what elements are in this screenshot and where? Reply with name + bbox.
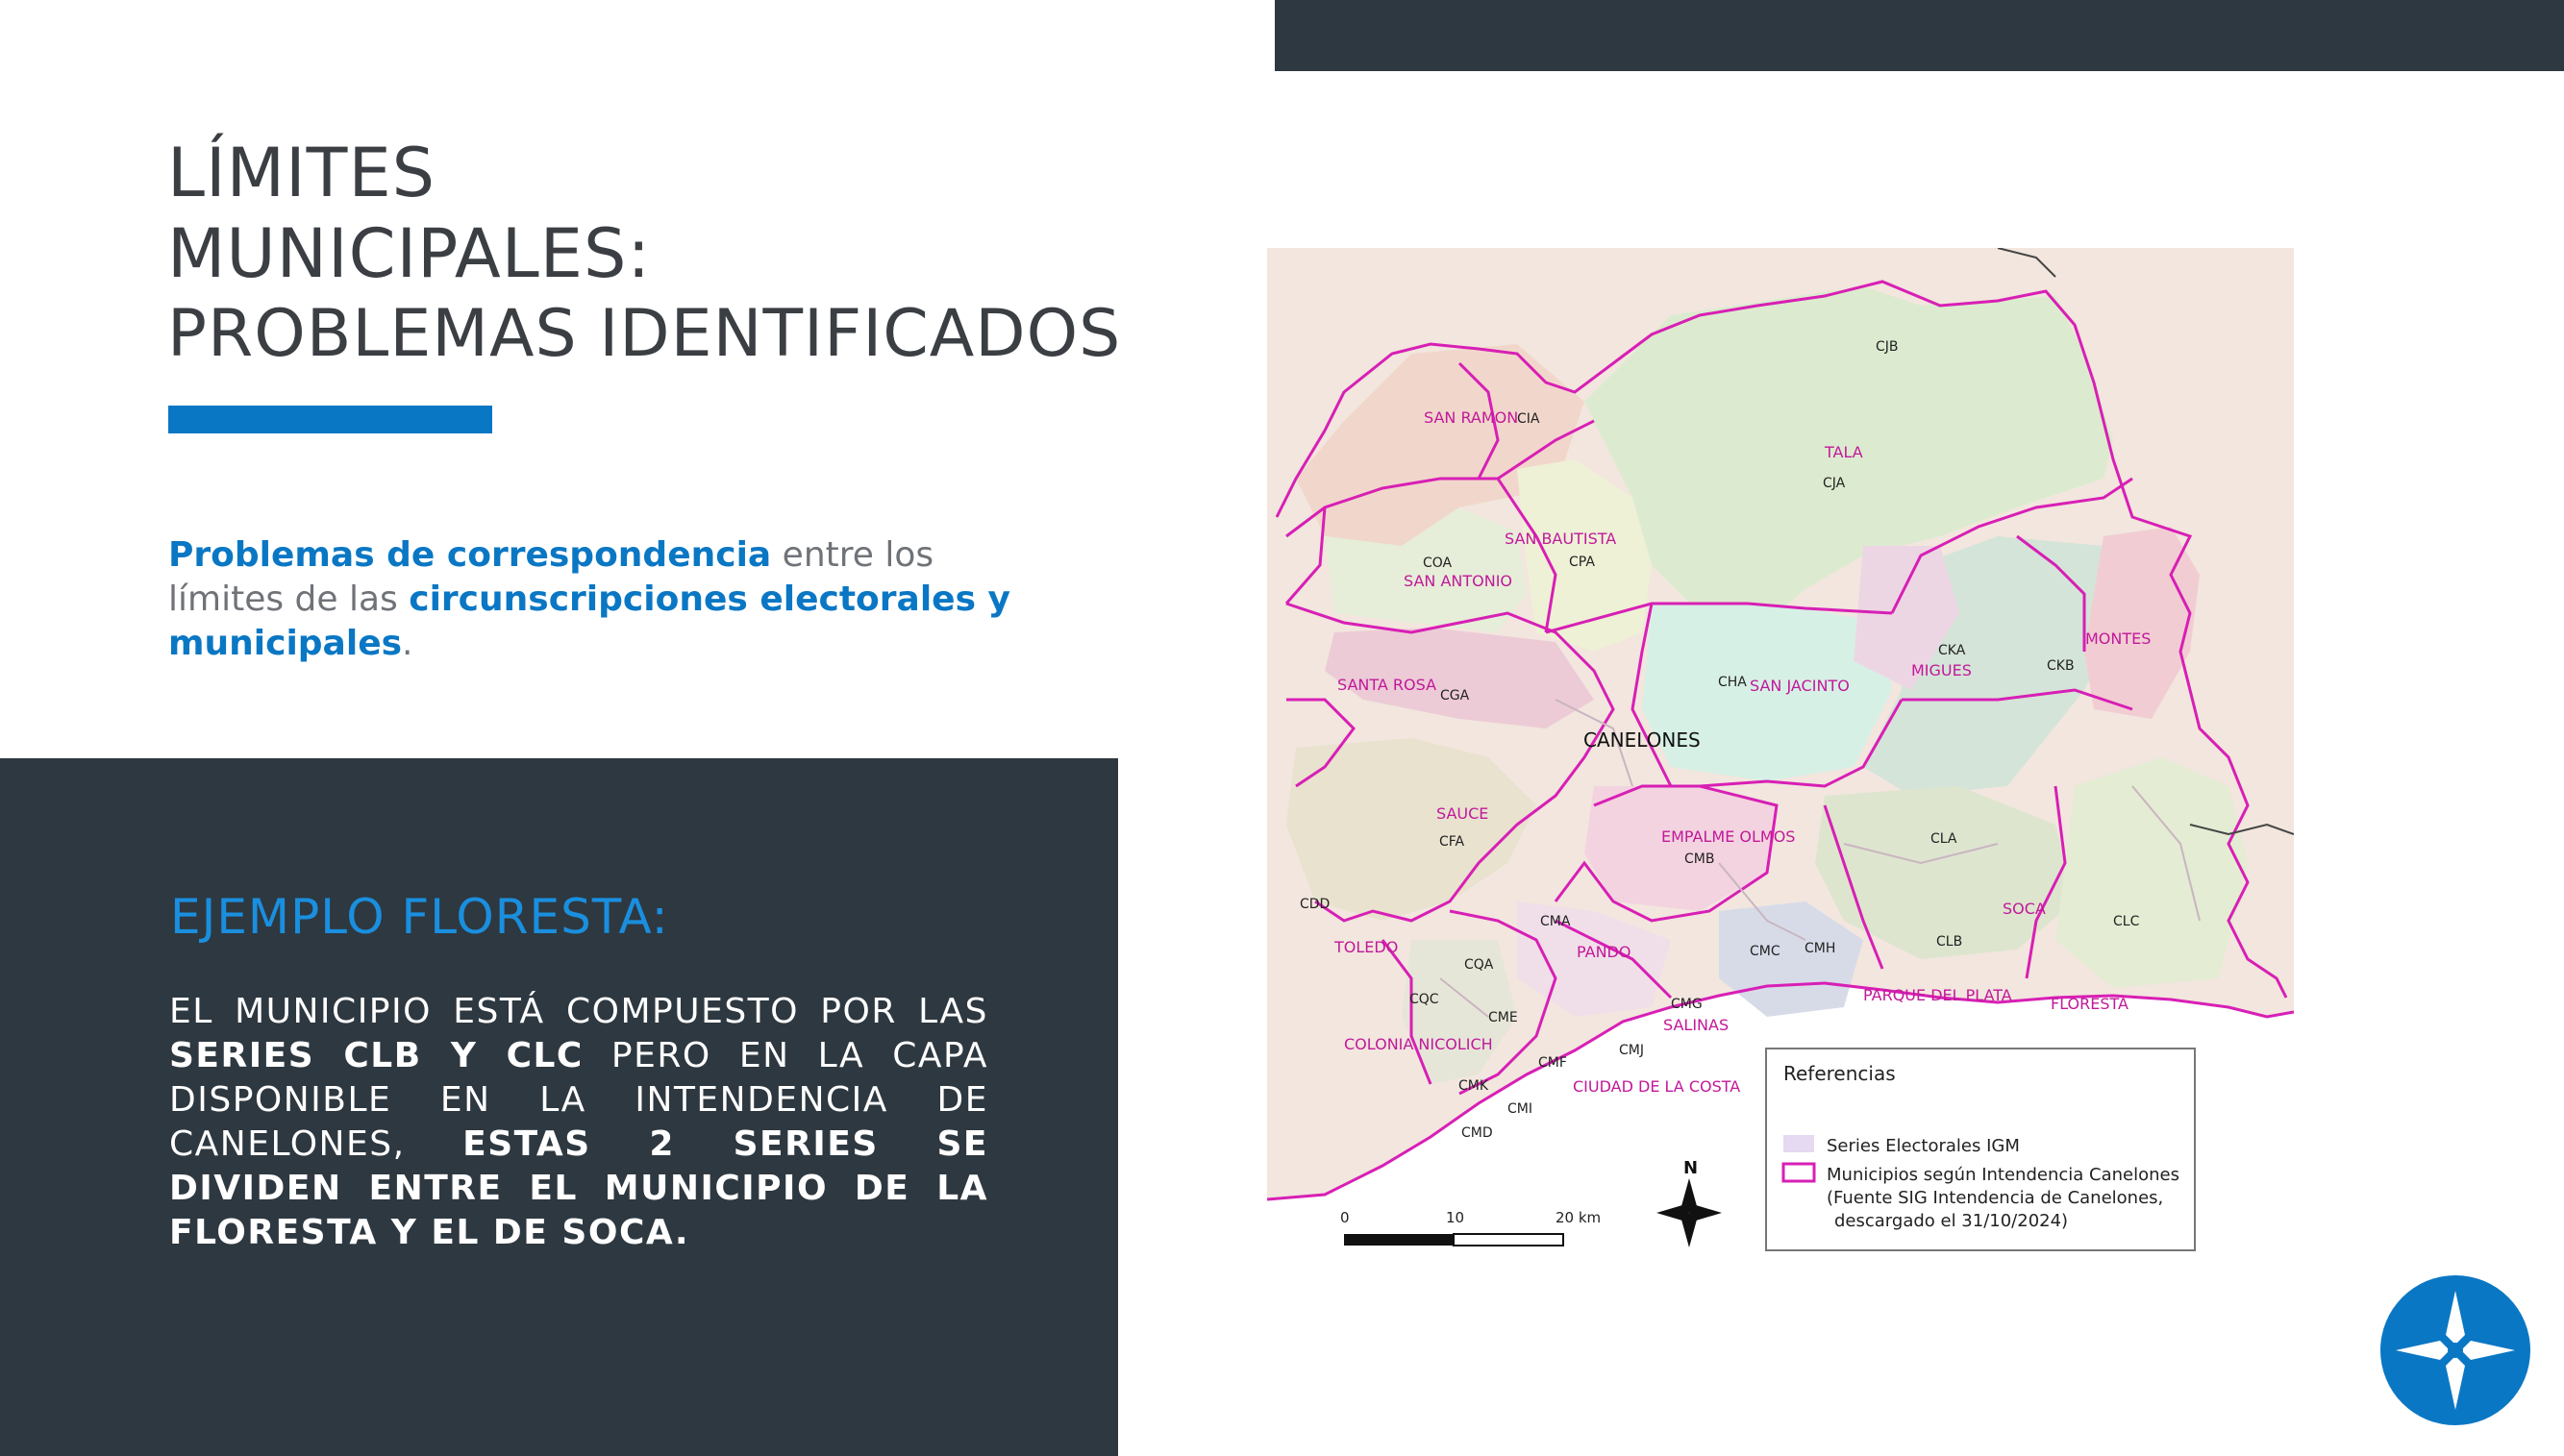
example-text-2: PERO EN LA CAPA DISPONIBLE EN LA INTENDENCIA DE CANELONES,: [169, 1036, 988, 1164]
intro-highlight-2: circunscripciones electorales y municipales: [168, 580, 1011, 663]
scale-label-20: 20 km: [1556, 1209, 1602, 1226]
series-cqa: CQA: [1464, 957, 1494, 973]
department-label: CANELONES: [1583, 728, 1701, 752]
map-legend: [1766, 1049, 2195, 1250]
scale-label-10: 10: [1446, 1209, 1465, 1226]
canelones-map: [1267, 248, 2294, 1267]
series-cmc: CMC: [1750, 944, 1780, 959]
series-cma: CMA: [1540, 914, 1571, 929]
series-cdd: CDD: [1300, 897, 1331, 912]
series-cmh: CMH: [1805, 941, 1836, 956]
series-cla: CLA: [1930, 831, 1957, 847]
series-cmi: CMI: [1507, 1101, 1532, 1117]
series-clc: CLC: [2113, 914, 2140, 929]
series-cha: CHA: [1718, 675, 1747, 690]
series-cjb: CJB: [1876, 339, 1899, 355]
label-migues: MIGUES: [1911, 661, 1972, 679]
series-cmb: CMB: [1684, 851, 1715, 867]
title-line-3: PROBLEMAS IDENTIFICADOS: [167, 296, 1122, 372]
label-pando: PANDO: [1577, 943, 1631, 961]
label-tala: TALA: [1825, 443, 1863, 461]
series-cia: CIA: [1517, 411, 1540, 427]
legend-source-line: (Fuente SIG Intendencia de Canelones,: [1827, 1188, 2164, 1208]
page-title: [167, 133, 1121, 375]
label-san-jacinto: SAN JACINTO: [1750, 677, 1850, 695]
label-sauce: SAUCE: [1436, 804, 1489, 823]
series-cmg: CMG: [1671, 997, 1703, 1012]
label-colonia-nicolich: COLONIA NICOLICH: [1344, 1035, 1493, 1053]
series-cmf: CMF: [1538, 1055, 1567, 1071]
legend-swatch-municipios: [1783, 1164, 1814, 1181]
scale-segment-1: [1344, 1234, 1454, 1246]
series-cqc: CQC: [1409, 992, 1439, 1007]
legend-date-line: descargado el 31/10/2024): [1834, 1211, 2069, 1231]
label-floresta: FLORESTA: [2051, 995, 2128, 1013]
region-floresta: [2055, 757, 2248, 988]
legend-item-series: Series Electorales IGM: [1827, 1136, 2020, 1156]
label-parque-del-plata: PARQUE DEL PLATA: [1863, 986, 2012, 1004]
compass-logo-icon: [2380, 1275, 2530, 1425]
series-cmd: CMD: [1461, 1125, 1493, 1141]
series-cfa: CFA: [1439, 834, 1465, 850]
series-cmj: CMJ: [1619, 1043, 1644, 1058]
series-clb: CLB: [1936, 934, 1963, 950]
series-cmk: CMK: [1458, 1078, 1489, 1094]
example-bold-1: SERIES CLB Y CLC: [169, 1036, 584, 1075]
title-line-2: MUNICIPALES:: [167, 214, 652, 293]
legend-title: Referencias: [1783, 1062, 1896, 1085]
label-ciudad-de-la-costa: CIUDAD DE LA COSTA: [1573, 1077, 1741, 1096]
series-cpa: CPA: [1569, 555, 1595, 570]
series-cja: CJA: [1823, 476, 1846, 491]
legend-swatch-series: [1783, 1135, 1814, 1152]
label-san-antonio: SAN ANTONIO: [1404, 572, 1513, 590]
title-underline: [168, 406, 492, 433]
intro-text-1: entre los límites de las: [168, 535, 934, 619]
north-label: N: [1683, 1158, 1699, 1178]
example-body: [169, 990, 988, 1255]
intro-highlight-1: Problemas de correspondencia: [168, 535, 772, 575]
label-toledo: TOLEDO: [1334, 938, 1399, 956]
intro-paragraph: [168, 533, 1014, 666]
example-text-1: EL MUNICIPIO ESTÁ COMPUESTO POR LAS: [169, 992, 988, 1031]
map-svg: [1267, 248, 2294, 1267]
series-cka: CKA: [1938, 643, 1966, 658]
series-ckb: CKB: [2047, 658, 2075, 674]
series-coa: COA: [1423, 555, 1453, 571]
label-montes: MONTES: [2085, 629, 2152, 648]
label-santa-rosa: SANTA ROSA: [1337, 676, 1437, 694]
scale-label-0: 0: [1340, 1209, 1350, 1226]
title-line-1: LÍMITES: [167, 134, 436, 212]
label-empalme-olmos: EMPALME OLMOS: [1661, 827, 1796, 846]
label-salinas: SALINAS: [1663, 1016, 1730, 1034]
label-san-ramon: SAN RAMON: [1424, 408, 1519, 427]
intro-text-2: .: [402, 624, 413, 663]
series-cme: CME: [1488, 1010, 1518, 1025]
label-soca: SOCA: [2003, 900, 2046, 918]
legend-item-municipios: Municipios según Intendencia Canelones: [1827, 1165, 2179, 1185]
example-title: EJEMPLO FLORESTA:: [170, 889, 669, 945]
top-bar: [1275, 0, 2564, 71]
label-san-bautista: SAN BAUTISTA: [1505, 530, 1617, 548]
example-bold-2: ESTAS 2 SERIES SE DIVIDEN ENTRE EL MUNICIPIO DE LA FLORESTA Y EL DE SOCA.: [169, 1124, 988, 1252]
series-cga: CGA: [1440, 688, 1470, 703]
scale-segment-2: [1454, 1234, 1563, 1246]
